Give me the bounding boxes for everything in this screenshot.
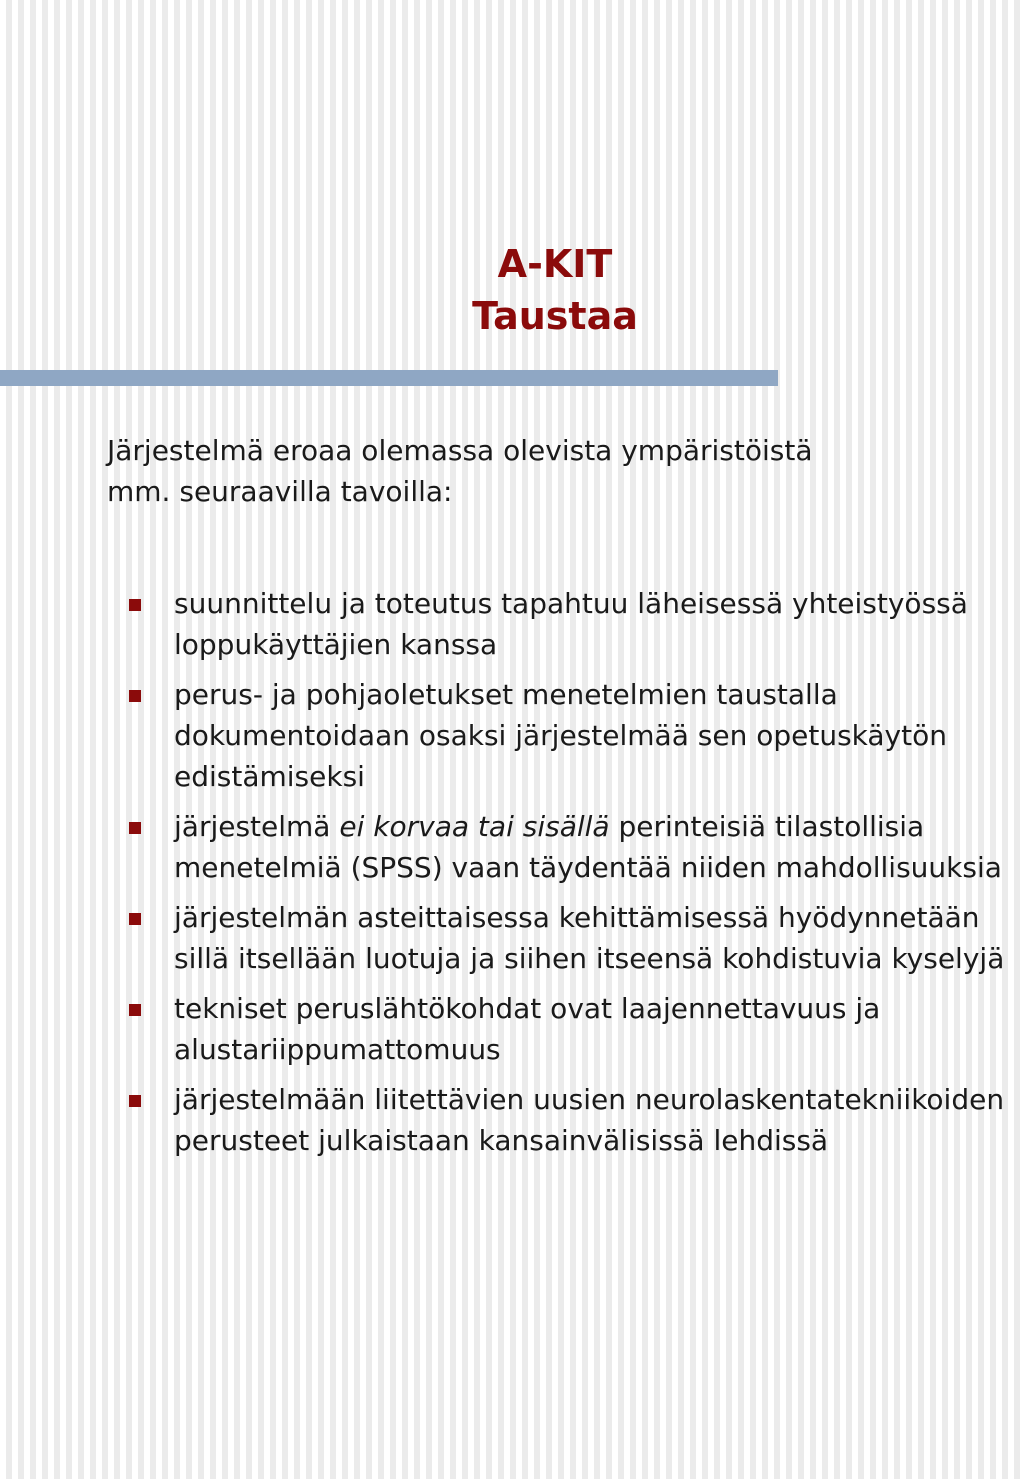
square-bullet-icon: [129, 1004, 141, 1016]
square-bullet-icon: [129, 599, 141, 611]
intro-line-1: Järjestelmä eroaa olemassa olevista ympäristöistä: [107, 434, 813, 467]
bullet-text-emphasis: ei korvaa tai sisällä: [339, 810, 610, 843]
bullet-text: suunnittelu ja toteutus tapahtuu läheisessä yhteistyössä loppukäyttäjien kanssa: [174, 587, 968, 661]
bullet-text: tekniset peruslähtökohdat ovat laajennettavuus ja alustariippumattomuus: [174, 992, 881, 1066]
bullet-list: [0, 583, 1024, 1170]
slide-title-line-2: Taustaa: [472, 294, 638, 338]
bullet-text: [174, 806, 1016, 888]
bullet-text: perus- ja pohjaoletukset menetelmien taustalla dokumentoidaan osaksi järjestelmää sen opetuskäytön edistämiseksi: [174, 678, 947, 793]
list-item: [0, 897, 1024, 979]
square-bullet-icon: [129, 1095, 141, 1107]
list-item: [0, 674, 1024, 797]
bullet-text-start: järjestelmä: [174, 810, 340, 843]
slide-title: [355, 238, 755, 342]
title-divider: [0, 370, 778, 386]
list-item: [0, 1079, 1024, 1161]
intro-line-2: mm. seuraavilla tavoilla:: [107, 475, 453, 508]
square-bullet-icon: [129, 822, 141, 834]
list-item: [0, 583, 1024, 665]
list-item: [0, 988, 1024, 1070]
slide-title-line-1: A-KIT: [497, 242, 613, 286]
list-item: [0, 806, 1024, 888]
bullet-text: järjestelmään liitettävien uusien neurolaskentatekniikoiden perusteet julkaistaan kansainvälisissä lehdissä: [174, 1083, 1005, 1157]
bullet-text-end: perinteisiä tilastollisia menetelmiä (SPSS) vaan täydentää niiden mahdollisuuksia: [174, 810, 1002, 884]
square-bullet-icon: [129, 690, 141, 702]
intro-paragraph: [107, 430, 947, 512]
bullet-text: järjestelmän asteittaisessa kehittämisessä hyödynnetään sillä itsellään luotuja ja siihen itseensä kohdistuvia kyselyjä: [174, 901, 1005, 975]
square-bullet-icon: [129, 913, 141, 925]
